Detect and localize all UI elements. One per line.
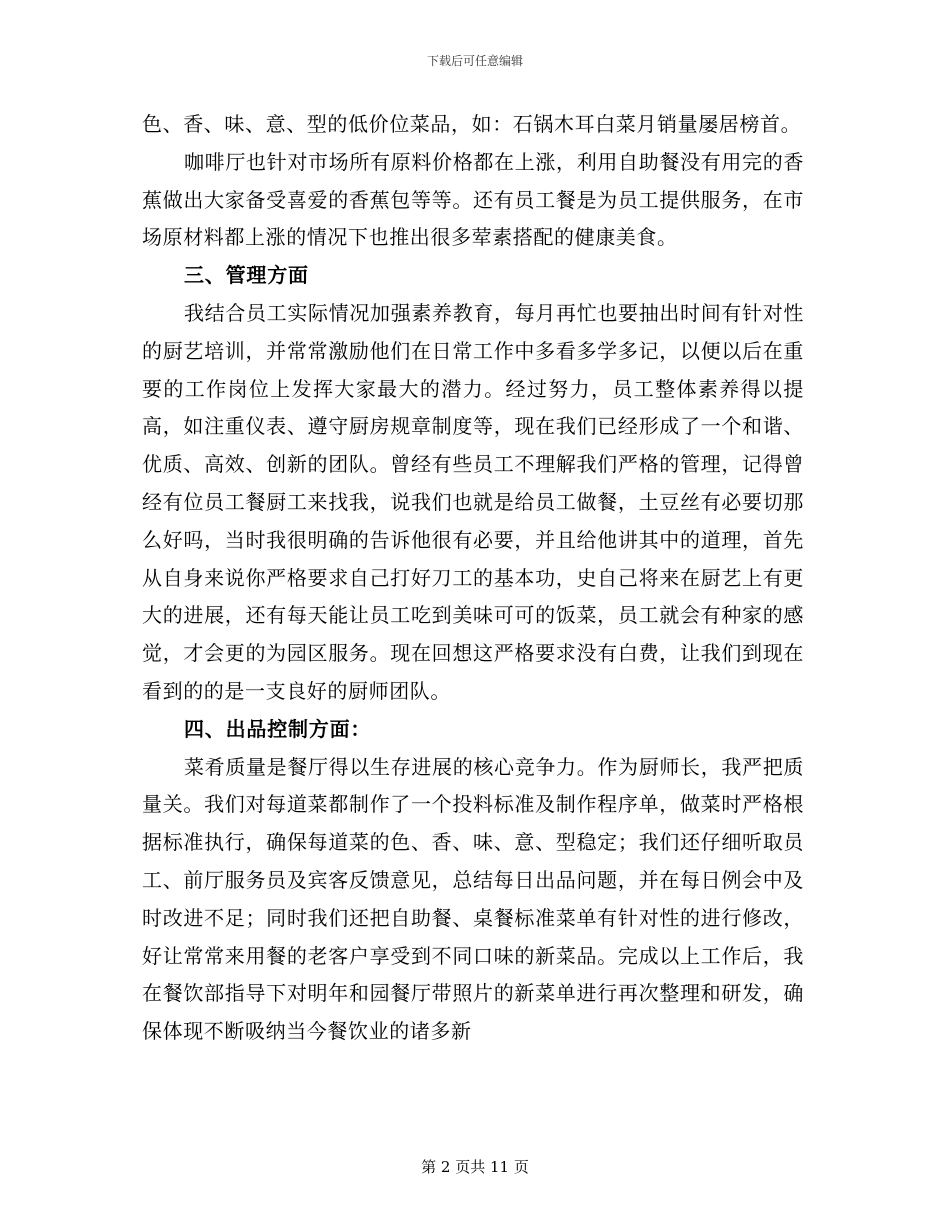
paragraph-output-control: 菜肴质量是餐厅得以生存进展的核心竞争力。作为厨师长，我严把质量关。我们对每道菜都制作了一个投料标准及制作程序单，做菜时严格根据标准执行，确保每道菜的色、香、味、意、型稳定；我们还仔细听取员工、前厅服务员及宾客反馈意见，总结每日出品问题，并在每日例会中及时改进不足；同时我们还把自助餐、桌餐标准菜单有针对性的进行修改，好让常常来用餐的老客户享受到不同口味的新菜品。完成以上工作后，我在餐饮部指导下对明年和园餐厅带照片的新菜单进行再次整理和研发，确保体现不断吸纳当今餐饮业的诸多新: [142, 754, 804, 1044]
section-heading-management: 三、管理方面: [184, 263, 309, 288]
document-body: [142, 106, 804, 1051]
paragraph-management: 我结合员工实际情况加强素养教育，每月再忙也要抽出时间有针对性的厨艺培训，并常常激励他们在日常工作中多看多学多记，以便以后在重要的工作岗位上发挥大家最大的潜力。经过努力，员工整体素养得以提高，如注重仪表、遵守厨房规章制度等，现在我们已经形成了一个和谐、优质、高效、创新的团队。曾经有些员工不理解我们严格的管理，记得曾经有位员工餐厨工来找我，说我们也就是给员工做餐，土豆丝有必要切那么好吗，当时我很明确的告诉他很有必要，并且给他讲其中的道理，首先从自身来说你严格要求自己打好刀工的基本功，史自己将来在厨艺上有更大的进展，还有每天能让员工吃到美味可可的饭菜，员工就会有种家的感觉，才会更的为园区服务。现在回想这严格要求没有白费，让我们到现在看到的的是一支良好的厨师团队。: [142, 300, 804, 703]
paragraph-cafe: 咖啡厅也针对市场所有原料价格都在上涨，利用自助餐没有用完的香蕉做出大家备受喜爱的香蕉包等等。还有员工餐是为员工提供服务，在市场原材料都上涨的情况下也推出很多荤素搭配的健康美食。: [142, 149, 804, 250]
section-heading-output-control: 四、出品控制方面：: [184, 716, 372, 741]
paragraph-continuation: 色、香、味、意、型的低价位菜品，如：石锅木耳白菜月销量屡居榜首。: [142, 112, 802, 136]
page-header-note: 下载后可任意编辑: [426, 54, 523, 68]
page-number-footer: 第 2 页共 11 页: [421, 1158, 529, 1176]
